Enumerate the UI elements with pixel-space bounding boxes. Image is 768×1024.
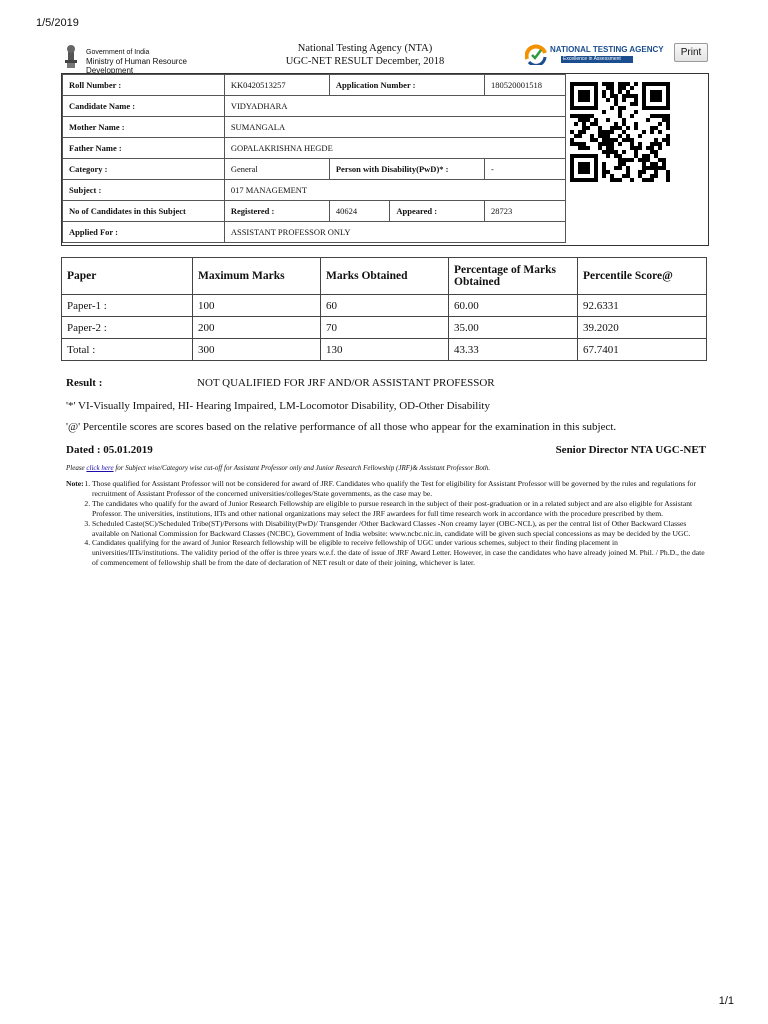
note-item: 3. Scheduled Caste(SC)/Scheduled Tribe(ST)/Persons with Disability(PwD)/ Transgender /Other Backward Classes -Non creamy layer (OBC-NCL), as per the central list of Other Backward Classes available on National Commission for Backward Classes (NCBC), Government of India website: www.ncbc.nic.in, candidate will be given such special concessions as may be decided by the UGC. (92, 519, 706, 539)
marks-header-row (62, 258, 707, 295)
marks-table (61, 257, 707, 361)
gov-logo-line2: Ministry of Human Resource Development (86, 57, 187, 75)
subject-label: Subject : (63, 180, 225, 201)
paper-name: Paper-1 : (62, 295, 193, 317)
candidate-name-value: VIDYADHARA (224, 96, 565, 117)
marks-obtained: 130 (321, 339, 449, 361)
header-paper: Paper (62, 258, 193, 295)
percentile-score: 92.6331 (578, 295, 707, 317)
national-emblem-icon (60, 44, 82, 70)
header-percentage: Percentage of Marks Obtained (449, 258, 578, 295)
print-button[interactable]: Print (674, 43, 708, 62)
percentage: 60.00 (449, 295, 578, 317)
cutoff-link-line (66, 464, 490, 472)
applied-for-value: ASSISTANT PROFESSOR ONLY (224, 222, 565, 243)
maximum-marks: 100 (193, 295, 321, 317)
table-row (62, 339, 707, 361)
pwd-label: Person with Disability(PwD)* : (329, 159, 484, 180)
notes-section (66, 479, 706, 568)
pwd-legend-note: '*' VI-Visually Impaired, HI- Hearing Impaired, LM-Locomotor Disability, OD-Other Disability (66, 400, 490, 412)
header-title-line2: UGC-NET RESULT December, 2018 (285, 56, 445, 67)
application-number-value: 180520001518 (485, 75, 566, 96)
father-name-label: Father Name : (63, 138, 225, 159)
percentile-score: 67.7401 (578, 339, 707, 361)
gov-logo-line1: Government of India (86, 49, 150, 56)
government-logo (60, 44, 220, 75)
nta-emblem-icon (525, 43, 547, 65)
nta-tagline: Excellence in Assessment (561, 56, 633, 63)
candidates-count-row (63, 201, 566, 222)
note-item: 4. Candidates qualifying for the award of Junior Research fellowship will be eligible to receive fellowship of UGC under various schemes, subject to their finding placement in universities/IITs/institutions. The validity period of the offer is three years w.e.f. the date of issue of JRF Award Letter. However, in case the candidates who have already joined M. Phil. / Ph.D., the date of commencement of fellowship shall be from the date of declaration of NET result or date of their joining, whichever is later. (92, 538, 706, 568)
percentage: 35.00 (449, 317, 578, 339)
registered-label: Registered : (224, 201, 329, 222)
note-item: 1. Those qualified for Assistant Professor will not be considered for award of JRF. Candidates who qualify the Test for eligibility for Assistant Professor will be governed by the rules and regulations for recruitment of Assistant Professor of the concerned universities/colleges/State governments, as the case may be. (92, 479, 706, 499)
table-row (62, 317, 707, 339)
candidate-info-panel (61, 73, 709, 246)
father-name-row (63, 138, 566, 159)
subject-row (63, 180, 566, 201)
print-date: 1/5/2019 (36, 17, 79, 29)
marks-obtained: 60 (321, 295, 449, 317)
paper-name: Paper-2 : (62, 317, 193, 339)
result-value: NOT QUALIFIED FOR JRF AND/OR ASSISTANT PROFESSOR (197, 377, 495, 389)
nta-logo (525, 43, 675, 65)
maximum-marks: 300 (193, 339, 321, 361)
qr-code-icon (570, 82, 670, 182)
category-label: Category : (63, 159, 225, 180)
category-value: General (224, 159, 329, 180)
note-item: 2. The candidates who qualify for the award of Junior Research Fellowship are eligible to pursue research in the subject of their post-graduation or in a related subject and are also eligible for Assistant Professor. The universities, institutions, IITs and other national organizations may select the JRF awardees for full time research work in accordance with the procedure prescribed by them. (92, 499, 706, 519)
maximum-marks: 200 (193, 317, 321, 339)
header-maximum-marks: Maximum Marks (193, 258, 321, 295)
father-name-value: GOPALAKRISHNA HEGDE (224, 138, 565, 159)
signatory: Senior Director NTA UGC-NET (555, 444, 706, 456)
roll-row (63, 75, 566, 96)
page-number: 1/1 (718, 995, 734, 1007)
dated: Dated : 05.01.2019 (66, 444, 153, 456)
pwd-value: - (485, 159, 566, 180)
cutoff-link[interactable]: click here (86, 464, 114, 472)
roll-number-value: KK0420513257 (224, 75, 329, 96)
registered-value: 40624 (329, 201, 390, 222)
note-label: Note: (66, 479, 84, 488)
cutoff-prefix: Please (66, 464, 87, 472)
appeared-value: 28723 (485, 201, 566, 222)
candidates-count-label: No of Candidates in this Subject (63, 201, 225, 222)
header-percentile: Percentile Score@ (578, 258, 707, 295)
page-header (240, 42, 490, 68)
paper-name: Total : (62, 339, 193, 361)
marks-obtained: 70 (321, 317, 449, 339)
candidate-name-label: Candidate Name : (63, 96, 225, 117)
table-row (62, 295, 707, 317)
header-marks-obtained: Marks Obtained (321, 258, 449, 295)
applied-for-label: Applied For : (63, 222, 225, 243)
application-number-label: Application Number : (329, 75, 484, 96)
result-label: Result : (66, 377, 103, 389)
percentile-score: 39.2020 (578, 317, 707, 339)
subject-value: 017 MANAGEMENT (224, 180, 565, 201)
applied-for-row (63, 222, 566, 243)
nta-name: NATIONAL TESTING AGENCY (550, 45, 664, 54)
category-row (63, 159, 566, 180)
mother-name-label: Mother Name : (63, 117, 225, 138)
candidate-info-table (62, 74, 566, 243)
appeared-label: Appeared : (390, 201, 485, 222)
mother-name-row (63, 117, 566, 138)
percentage: 43.33 (449, 339, 578, 361)
roll-number-label: Roll Number : (63, 75, 225, 96)
cutoff-suffix: for Subject wise/Category wise cut-off for Assistant Professor only and Junior Research Fellowship (JRF)& Assistant Professor Both. (113, 464, 491, 472)
candidate-name-row (63, 96, 566, 117)
header-title-line1: National Testing Agency (NTA) (297, 43, 433, 54)
percentile-note: '@' Percentile scores are scores based on the relative performance of all those who appear for the examination in this subject. (66, 421, 617, 433)
mother-name-value: SUMANGALA (224, 117, 565, 138)
